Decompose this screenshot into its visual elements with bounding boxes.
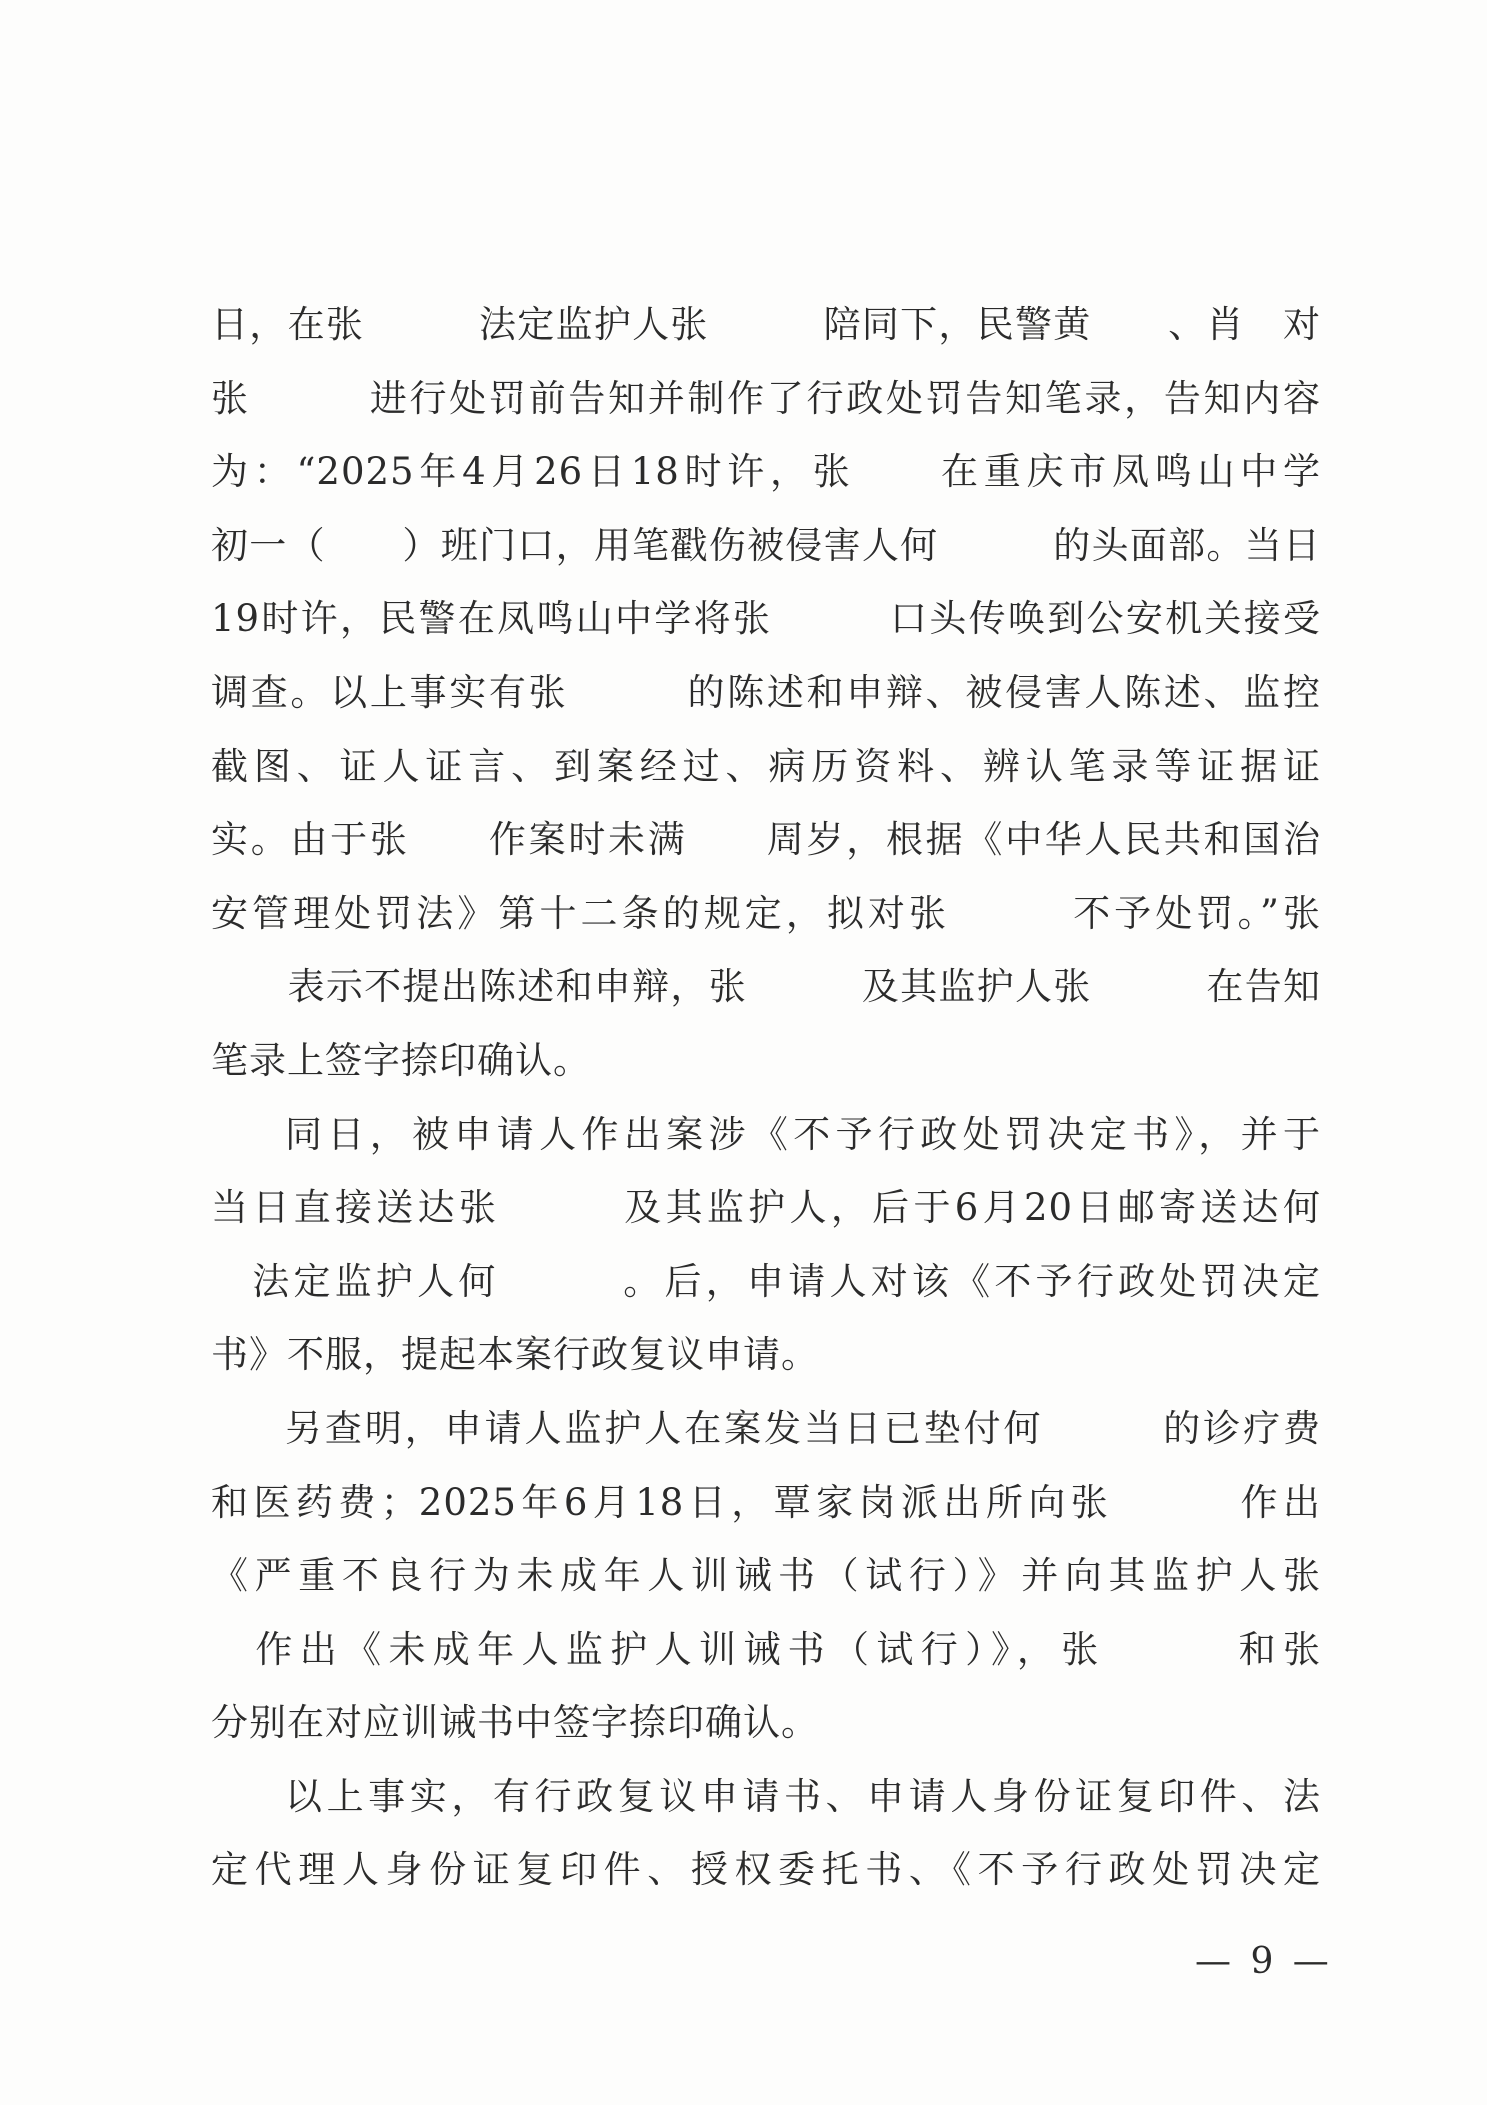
text-line: 初一（ ）班门口，用笔戳伤被侵害人何 的头面部。当日 [211,523,1321,567]
paragraph-start-line: 同日，被申请人作出案涉《不予行政处罚决定书》，并于 [285,1112,1321,1156]
text-line: 19时许，民警在凤鸣山中学将张 口头传唤到公安机关接受 [211,597,1321,641]
paragraph-start-line: 另查明，申请人监护人在案发当日已垫付何 的诊疗费 [285,1406,1321,1450]
text-line: 安管理处罚法》第十二条的规定，拟对张 不予处罚。”张 [211,891,1321,935]
text-line: 截图、证人证言、到案经过、病历资料、辨认笔录等证据证 [211,744,1321,788]
text-line: 《严重不良行为未成年人训诫书（试行）》并向其监护人张 [211,1554,1321,1598]
text-line: 张 进行处罚前告知并制作了行政处罚告知笔录，告知内容 [211,376,1321,420]
text-line: 实。由于张 作案时未满 周岁，根据《中华人民共和国治 [211,818,1321,862]
text-line: 分别在对应训诫书中签字捺印确认。 [211,1701,819,1745]
text-line: 当日直接送达张 及其监护人，后于6月20日邮寄送达何 [211,1186,1321,1230]
paragraph-start-line: 以上事实，有行政复议申请书、申请人身份证复印件、法 [285,1774,1321,1818]
text-line: 作出《未成年人监护人训诫书（试行）》，张 和张 [211,1627,1321,1671]
text-line: 笔录上签字捺印确认。 [211,1038,591,1082]
page-number: — 9 — [1195,1941,1333,1982]
text-line: 书》不服，提起本案行政复议申请。 [211,1333,819,1377]
text-line: 表示不提出陈述和申辩，张 及其监护人张 在告知 [211,965,1321,1009]
text-line: 定代理人身份证复印件、授权委托书、《不予行政处罚决定 [211,1848,1321,1892]
text-line: 调查。以上事实有张 的陈述和申辩、被侵害人陈述、监控 [211,670,1321,714]
document-body [211,288,1321,1907]
text-line: 为：“2025年4月26日18时许，张 在重庆市凤鸣山中学 [211,450,1321,494]
text-line: 法定监护人何 。后，申请人对该《不予行政处罚决定 [211,1259,1321,1303]
text-line: 和医药费；2025年6月18日，覃家岗派出所向张 作出 [211,1480,1321,1524]
text-line: 日，在张 法定监护人张 陪同下，民警黄 、肖 对 [211,303,1321,346]
